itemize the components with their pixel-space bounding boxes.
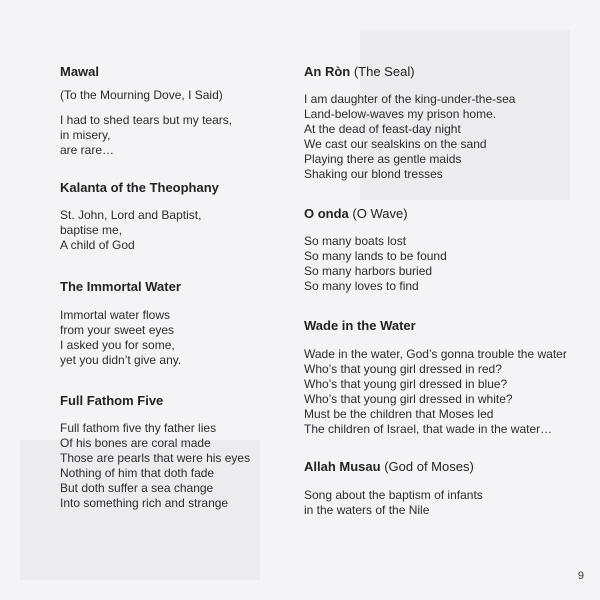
song-lyrics: [60, 308, 280, 368]
song-title: Mawal: [60, 64, 100, 79]
song-lyrics: [304, 347, 584, 437]
song-o-onda: [304, 206, 584, 294]
lyric-line: A child of God: [60, 238, 135, 252]
song-subtitle: (To the Mourning Dove, I Said): [60, 88, 223, 102]
lyric-line: We cast our sealskins on the sand: [304, 137, 487, 151]
page-number: 9: [577, 570, 584, 582]
song-title: Full Fathom Five: [60, 393, 164, 408]
song-immortal-water: [60, 279, 280, 368]
song-lyrics: [304, 488, 584, 518]
song-wade-in-the-water: [304, 318, 584, 437]
song-title: [304, 64, 584, 80]
lyric-line: At the dead of feast-day night: [304, 122, 461, 136]
lyric-line: Who’s that young girl dressed in white?: [304, 392, 513, 406]
song-title-main: Allah Musau: [304, 459, 381, 474]
lyric-line: I am daughter of the king-under-the-sea: [304, 92, 516, 106]
lyric-line: Playing there as gentle maids: [304, 152, 462, 166]
song-lyrics: [60, 208, 280, 253]
lyric-line: Into something rich and strange: [60, 496, 229, 510]
song-allah-musau: [304, 459, 584, 518]
lyric-line: Who’s that young girl dressed in red?: [304, 362, 502, 376]
lyric-line: Shaking our blond tresses: [304, 167, 443, 181]
lyric-line: So many boats lost: [304, 234, 407, 248]
song-title-translation: (The Seal): [353, 64, 415, 79]
song-title: [304, 459, 584, 475]
lyric-line: Wade in the water, God’s gonna trouble the water: [304, 347, 567, 361]
song-title: The Immortal Water: [60, 279, 181, 294]
lyric-line: I had to shed tears but my tears,: [60, 113, 233, 127]
song-mawal: [60, 64, 280, 158]
lyric-line: yet you didn’t give any.: [60, 353, 182, 367]
song-title-main: O onda: [304, 206, 349, 221]
lyric-line: in the waters of the Nile: [304, 503, 430, 517]
lyric-line: Song about the baptism of infants: [304, 488, 483, 502]
song-title: Wade in the Water: [304, 318, 416, 333]
song-lyrics: [304, 234, 584, 294]
lyric-line: in misery,: [60, 128, 111, 142]
lyric-line: Who’s that young girl dressed in blue?: [304, 377, 508, 391]
song-title-main: An Ròn: [304, 64, 351, 79]
lyric-line: So many loves to find: [304, 279, 419, 293]
lyric-line: But doth suffer a sea change: [60, 481, 214, 495]
lyric-line: Nothing of him that doth fade: [60, 466, 215, 480]
lyric-line: Must be the children that Moses led: [304, 407, 494, 421]
song-lyrics: [60, 113, 280, 158]
song-title: Kalanta of the Theophany: [60, 180, 219, 195]
song-title-translation: (God of Moses): [384, 459, 474, 474]
lyric-line: Of his bones are coral made: [60, 436, 211, 450]
lyric-line: Full fathom five thy father lies: [60, 421, 217, 435]
lyric-line: So many lands to be found: [304, 249, 447, 263]
lyric-line: Immortal water flows: [60, 308, 171, 322]
lyric-line: Those are pearls that were his eyes: [60, 451, 251, 465]
song-lyrics: [304, 92, 584, 182]
lyric-line: So many harbors buried: [304, 264, 433, 278]
lyric-line: are rare…: [60, 143, 115, 157]
lyric-line: The children of Israel, that wade in the water…: [304, 422, 553, 436]
lyric-line: from your sweet eyes: [60, 323, 175, 337]
lyric-line: Land-below-waves my prison home.: [304, 107, 497, 121]
lyric-line: I asked you for some,: [60, 338, 175, 352]
song-an-ron: [304, 64, 584, 182]
song-title-translation: (O Wave): [352, 206, 408, 221]
song-kalanta: [60, 180, 280, 253]
song-title: [304, 206, 584, 222]
lyric-line: baptise me,: [60, 223, 123, 237]
song-full-fathom-five: [60, 393, 280, 511]
song-lyrics: [60, 421, 280, 511]
lyric-line: St. John, Lord and Baptist,: [60, 208, 202, 222]
